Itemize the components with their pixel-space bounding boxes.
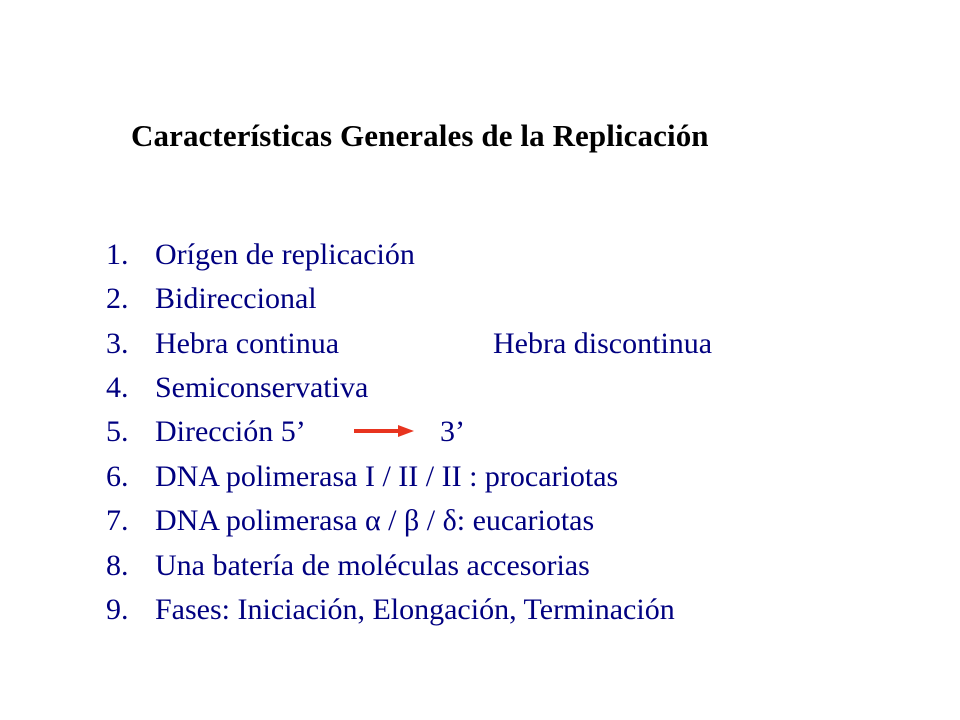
item-text: Una batería de moléculas accesorias: [155, 549, 590, 582]
item-text: Semiconservativa: [155, 371, 369, 404]
item-number: 3.: [106, 327, 129, 360]
item-text-secondary: Hebra discontinua: [493, 327, 713, 360]
item-text: DNA polimerasa α / β / δ: eucariotas: [155, 504, 595, 537]
item-number: 9.: [106, 593, 129, 626]
item-text-secondary: 3’: [440, 415, 465, 448]
item-text: Dirección 5’: [155, 415, 306, 448]
right-arrow-icon: [354, 424, 414, 438]
item-text: DNA polimerasa I / II / II : procariotas: [155, 460, 619, 493]
item-text: Bidireccional: [155, 282, 317, 315]
item-number: 2.: [106, 282, 129, 315]
item-number: 5.: [106, 415, 129, 448]
item-text: Hebra continua: [155, 327, 340, 360]
item-number: 6.: [106, 460, 129, 493]
item-text: Fases: Iniciación, Elongación, Terminación: [155, 593, 675, 626]
item-number: 7.: [106, 504, 129, 537]
item-number: 8.: [106, 549, 129, 582]
item-number: 1.: [106, 238, 129, 271]
item-text: Orígen de replicación: [155, 238, 415, 271]
item-number: 4.: [106, 371, 129, 404]
slide-title: Características Generales de la Replicación: [131, 118, 709, 153]
